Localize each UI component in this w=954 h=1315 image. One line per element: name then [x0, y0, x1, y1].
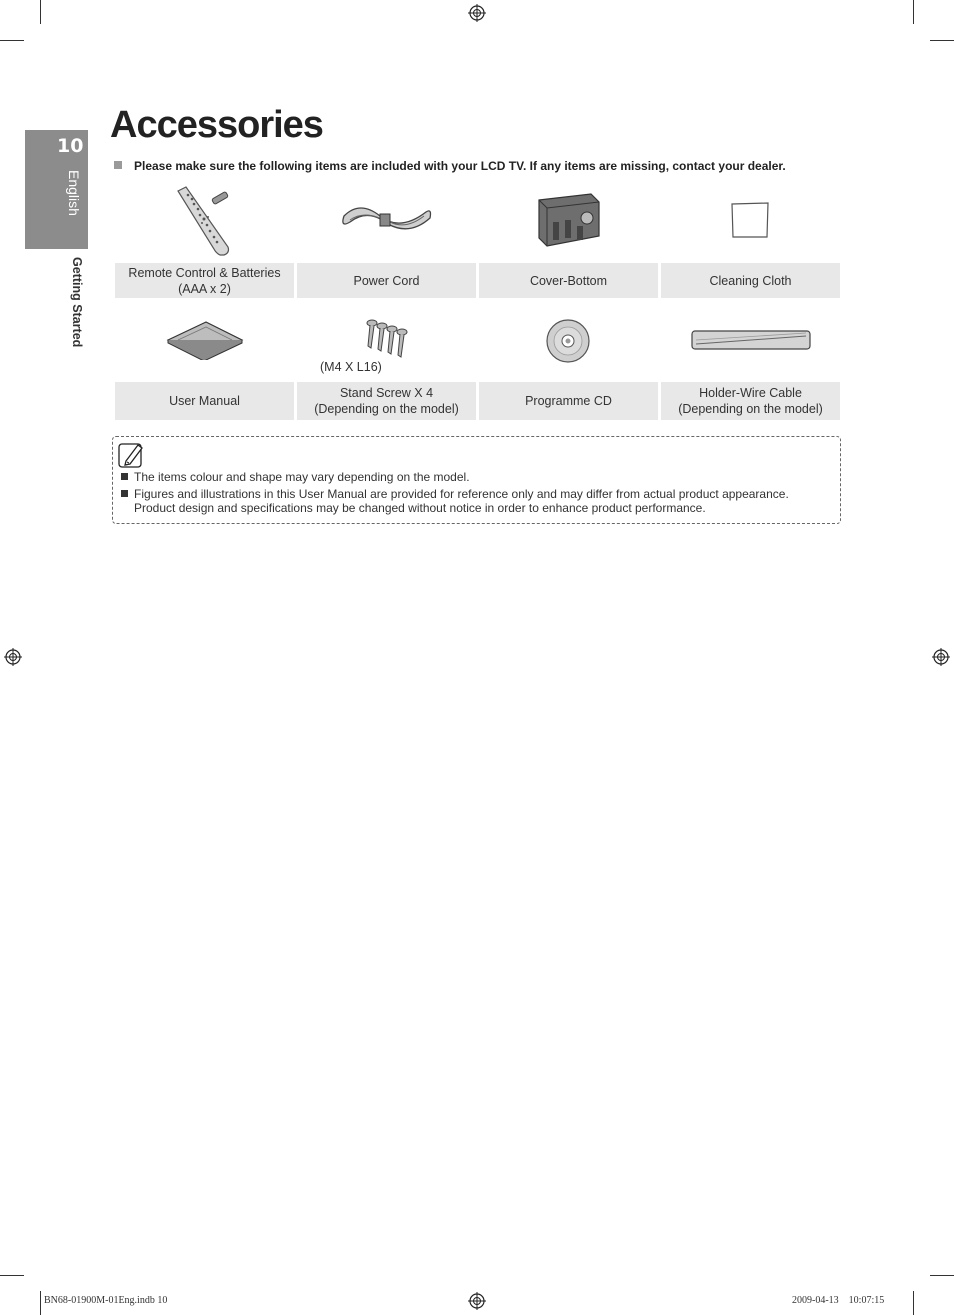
user-manual-icon: [166, 320, 244, 360]
holder-wire-cable-icon: [690, 328, 812, 352]
crop-mark: [40, 0, 41, 24]
item-label: Programme CD: [479, 382, 658, 420]
crop-mark: [0, 40, 24, 41]
item-label: Holder-Wire Cable (Depending on the model): [661, 382, 840, 420]
language-label: English: [66, 170, 82, 216]
screw-size-label: (M4 X L16): [320, 360, 382, 374]
page-title: Accessories: [110, 104, 323, 146]
power-cord-icon: [340, 198, 434, 240]
crop-mark: [930, 1275, 954, 1276]
item-label: Stand Screw X 4 (Depending on the model): [297, 382, 476, 420]
crop-mark: [40, 1291, 41, 1315]
bullet-square-icon: [121, 490, 128, 497]
stand-screw-icon: [362, 318, 412, 358]
registration-mark-icon: [468, 4, 486, 22]
cd-icon: [545, 318, 591, 364]
item-label: Power Cord: [297, 263, 476, 298]
remote-control-icon: [172, 185, 236, 257]
note-pencil-icon: [118, 441, 144, 469]
crop-mark: [913, 0, 914, 24]
item-label: User Manual: [115, 382, 294, 420]
item-label: Cleaning Cloth: [661, 263, 840, 298]
note-item-continuation: Product design and specifications may be changed without notice in order to enhance product performance.: [134, 501, 706, 515]
note-item: The items colour and shape may vary depending on the model.: [121, 470, 470, 484]
cover-bottom-icon: [533, 192, 605, 248]
crop-mark: [930, 40, 954, 41]
intro-text: Please make sure the following items are included with your LCD TV. If any items are missing, contact your dealer.: [114, 159, 834, 173]
footer-file: BN68-01900M-01Eng.indb 10: [44, 1295, 168, 1306]
crop-mark: [913, 1291, 914, 1315]
item-label: Remote Control & Batteries (AAA x 2): [115, 263, 294, 298]
crop-mark: [0, 1275, 24, 1276]
registration-mark-icon: [932, 648, 950, 666]
cleaning-cloth-icon: [730, 202, 770, 238]
note-item: Figures and illustrations in this User Manual are provided for reference only and may differ from actual product appearance.: [121, 487, 789, 501]
registration-mark-icon: [4, 648, 22, 666]
section-label: Getting Started: [70, 257, 84, 348]
footer-datetime: 2009-04-13 10:07:15: [792, 1295, 885, 1306]
page-number: 10: [57, 135, 84, 157]
item-label: Cover-Bottom: [479, 263, 658, 298]
bullet-square-icon: [114, 161, 122, 169]
bullet-square-icon: [121, 473, 128, 480]
registration-mark-icon: [468, 1292, 486, 1310]
